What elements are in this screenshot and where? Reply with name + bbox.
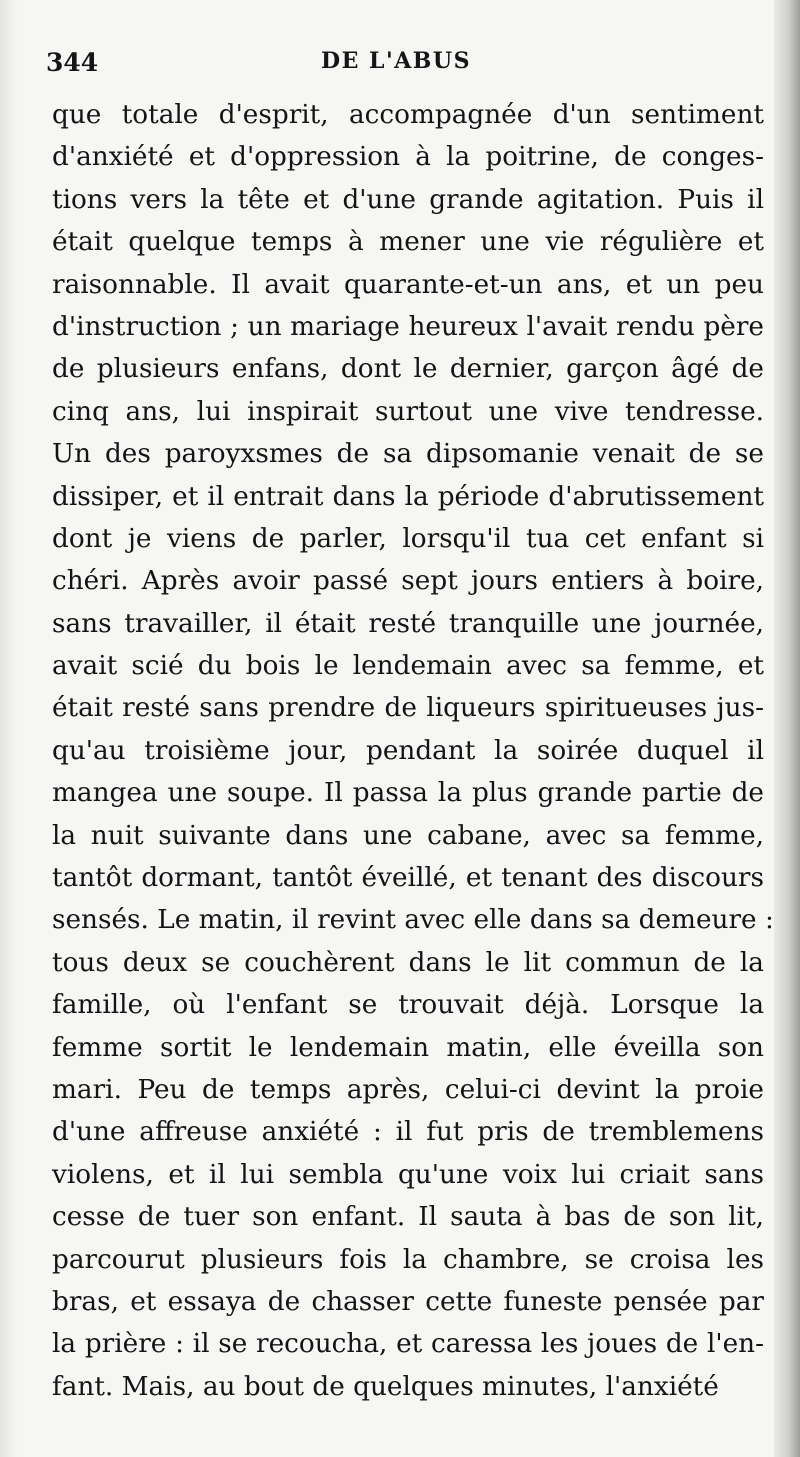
text-line: d'une affreuse anxiété : il fut pris de tremblemens (52, 1117, 764, 1148)
text-line: dont je viens de parler, lorsqu'il tua cet enfant si (52, 523, 764, 554)
page-header (46, 44, 746, 84)
text-line: tous deux se couchèrent dans le lit commun de la (52, 947, 764, 978)
page-gutter-shadow (0, 0, 18, 1457)
text-line: violens, et il lui sembla qu'une voix lui criait sans (52, 1159, 764, 1190)
text-line: Un des paroyxsmes de sa dipsomanie venait de se (52, 439, 764, 470)
text-line: que totale d'esprit, accompagnée d'un sentiment (52, 100, 764, 130)
text-line: parcourut plusieurs fois la chambre, se croisa les (52, 1244, 764, 1275)
text-line: sans travailler, il était resté tranquille une journée, (52, 608, 764, 639)
text-line: la prière : il se recoucha, et caressa les joues de l'en- (52, 1329, 764, 1360)
text-line: tions vers la tête et d'une grande agitation. Puis il (52, 184, 764, 215)
text-line: avait scié du bois le lendemain avec sa femme, et (52, 651, 764, 682)
running-head: DE L'ABUS (321, 48, 471, 74)
text-line: bras, et essaya de chasser cette funeste pensée par (52, 1286, 764, 1317)
text-line: d'anxiété et d'oppression à la poitrine, de conges- (52, 142, 764, 173)
page-edge-shadow (774, 0, 800, 1457)
text-line: mari. Peu de temps après, celui-ci devint la proie (52, 1074, 764, 1105)
text-line: chéri. Après avoir passé sept jours entiers à boire, (52, 566, 764, 597)
text-line: raisonnable. Il avait quarante-et-un ans, et un peu (52, 269, 764, 300)
text-line: cinq ans, lui inspirait surtout une vive tendresse. (52, 396, 764, 427)
text-line: cesse de tuer son enfant. Il sauta à bas de son lit, (52, 1202, 764, 1233)
page-number: 344 (46, 48, 99, 77)
text-line: était quelque temps à mener une vie régulière et (52, 227, 764, 258)
text-line: qu'au troisième jour, pendant la soirée duquel il (52, 735, 764, 766)
text-line: fant. Mais, au bout de quelques minutes, l'anxiété (52, 1371, 719, 1402)
body-text (52, 94, 774, 1408)
text-line: famille, où l'enfant se trouvait déjà. Lorsque la (52, 990, 764, 1021)
text-line: mangea une soupe. Il passa la plus grande partie de (52, 778, 764, 809)
text-line: sensés. Le matin, il revint avec elle dans sa demeure : (52, 905, 774, 936)
text-line: femme sortit le lendemain matin, elle éveilla son (52, 1032, 764, 1063)
text-line: la nuit suivante dans une cabane, avec sa femme, (52, 820, 764, 851)
text-line: d'instruction ; un mariage heureux l'avait rendu père (52, 311, 764, 342)
text-line: tantôt dormant, tantôt éveillé, et tenant des discours (52, 863, 764, 894)
text-line: de plusieurs enfans, dont le dernier, garçon âgé de (52, 354, 764, 385)
text-line: dissiper, et il entrait dans la période d'abrutissement (52, 481, 764, 512)
text-line: était resté sans prendre de liqueurs spiritueuses jus- (52, 693, 764, 724)
